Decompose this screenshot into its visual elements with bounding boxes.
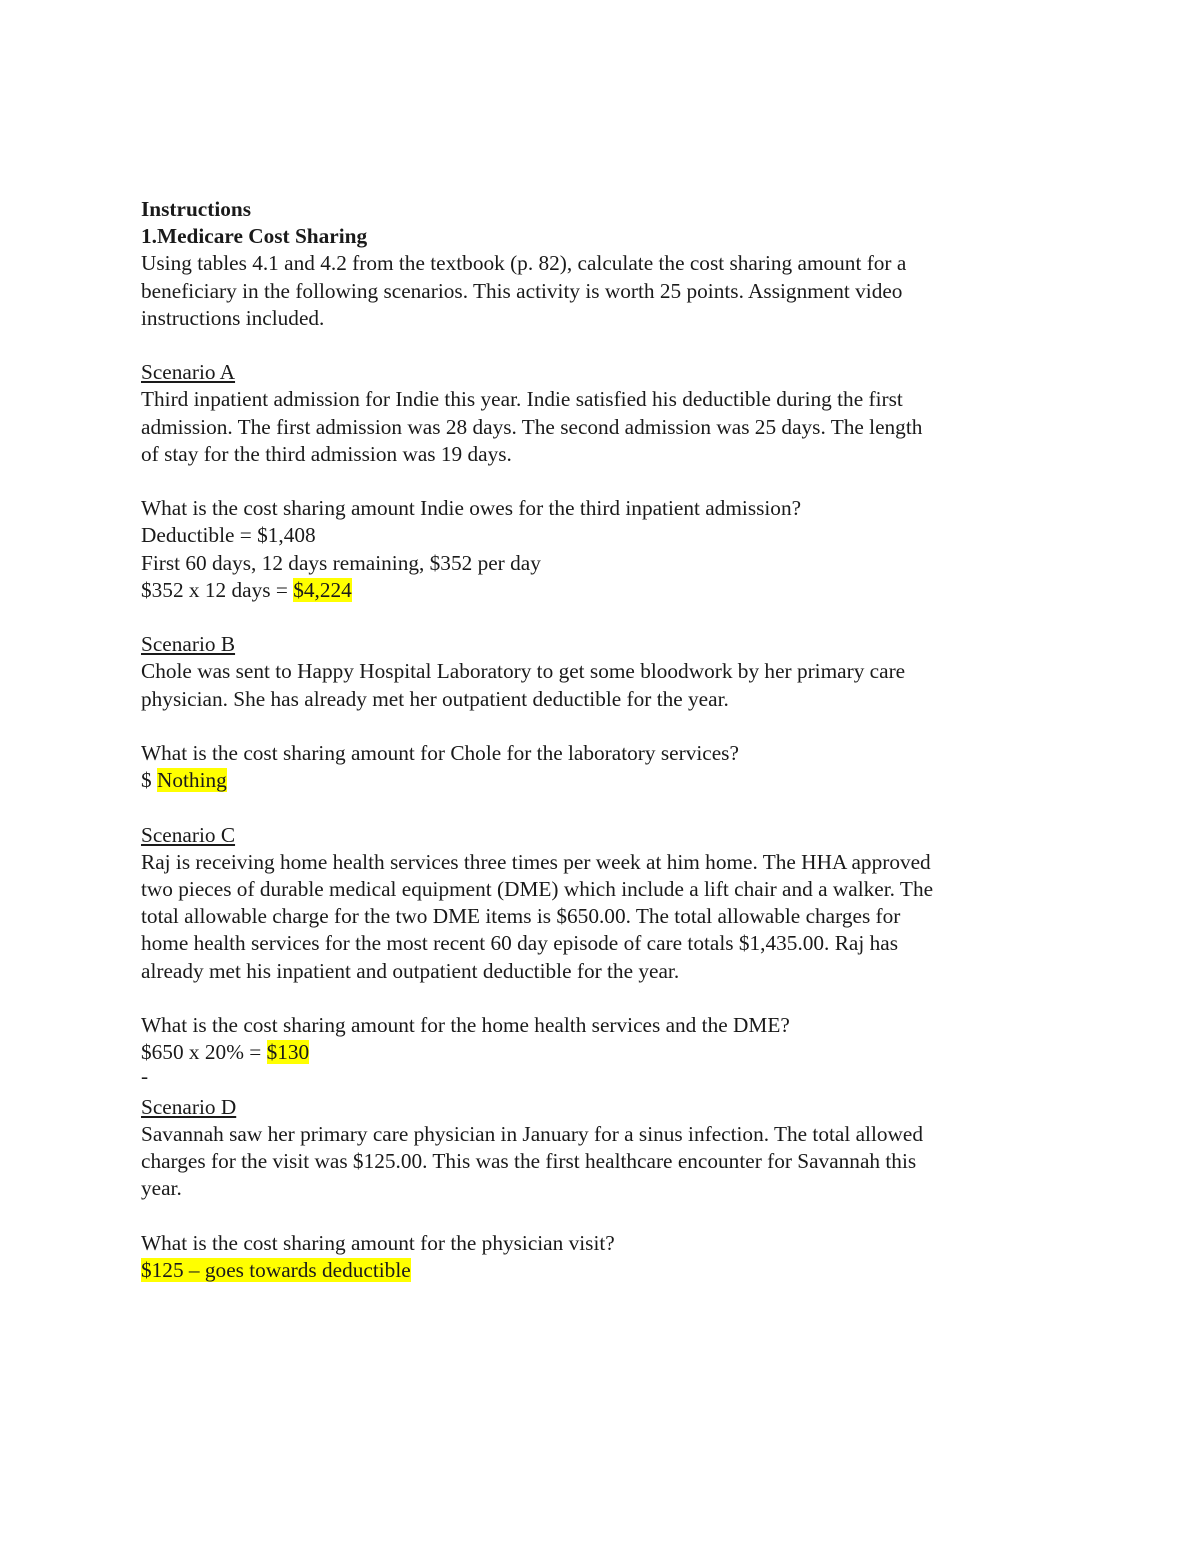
spacer bbox=[141, 332, 1071, 359]
scenario-c-body-line: two pieces of durable medical equipment (DME) which include a lift chair and a walker. The bbox=[141, 877, 934, 901]
spacer bbox=[141, 985, 1071, 1012]
scenario-c-title: Scenario C bbox=[141, 822, 236, 847]
scenario-a-body-line: of stay for the third admission was 19 days. bbox=[141, 441, 512, 466]
scenario-a-body-line: Third inpatient admission for Indie this year. Indie satisfied his deductible during the first bbox=[141, 387, 903, 412]
scenario-d-question: What is the cost sharing amount for the physician visit? bbox=[141, 1230, 615, 1255]
scenario-d-body-line: charges for the visit was $125.00. This was the first healthcare encounter for Savannah this bbox=[141, 1149, 917, 1173]
scenario-a-answer-line: $352 x 12 days = $4,224 bbox=[141, 577, 352, 602]
scenario-b-body-line: physician. She has already met her outpatient deductible for the year. bbox=[141, 686, 729, 711]
scenario-a-work-line: First 60 days, 12 days remaining, $352 per day bbox=[141, 550, 541, 575]
spacer bbox=[141, 713, 1071, 740]
scenario-b-title: Scenario B bbox=[141, 632, 236, 657]
scenario-c-body-line: Raj is receiving home health services three times per week at him home. The HHA approved bbox=[141, 849, 931, 874]
spacer bbox=[141, 604, 1071, 631]
spacer bbox=[141, 794, 1071, 821]
scenario-a-body-line: admission. The first admission was 28 days. The second admission was 25 days. The length bbox=[141, 414, 923, 439]
scenario-b-question: What is the cost sharing amount for Chole for the laboratory services? bbox=[141, 741, 739, 765]
section-title: 1.Medicare Cost Sharing bbox=[141, 224, 368, 249]
scenario-a-title: Scenario A bbox=[141, 360, 236, 385]
scenario-a-work-line: Deductible = $1,408 bbox=[141, 523, 316, 548]
scenario-c-answer-line: $650 x 20% = $130 bbox=[141, 1040, 310, 1065]
scenario-d-body-line: year. bbox=[141, 1176, 182, 1201]
scenario-c-question: What is the cost sharing amount for the home health services and the DME? bbox=[141, 1013, 790, 1037]
scenario-a-answer: $4,224 bbox=[293, 577, 352, 602]
intro-line: instructions included. bbox=[141, 305, 325, 330]
scenario-a-question: What is the cost sharing amount Indie owes for the third inpatient admission? bbox=[141, 496, 802, 521]
scenario-d-body-line: Savannah saw her primary care physician in January for a sinus infection. The total allowed bbox=[141, 1121, 924, 1146]
stray-dash: - bbox=[141, 1064, 149, 1089]
intro-line: Using tables 4.1 and 4.2 from the textbook (p. 82), calculate the cost sharing amount for a bbox=[141, 251, 907, 276]
scenario-d-title: Scenario D bbox=[141, 1094, 237, 1119]
scenario-c-body-line: already met his inpatient and outpatient deductible for the year. bbox=[141, 958, 680, 983]
scenario-c-body-line: total allowable charge for the two DME items is $650.00. The total allowable charges for bbox=[141, 904, 901, 929]
scenario-d-answer: $125 – goes towards deductible bbox=[141, 1257, 411, 1282]
scenario-d-answer-line bbox=[141, 1257, 1071, 1284]
intro-line: beneficiary in the following scenarios. This activity is worth 25 points. Assignment video bbox=[141, 278, 903, 303]
document-page bbox=[141, 196, 1071, 1284]
document-heading: Instructions bbox=[141, 197, 252, 221]
scenario-c-body-line: home health services for the most recent 60 day episode of care totals $1,435.00. Raj has bbox=[141, 931, 898, 956]
scenario-c-answer: $130 bbox=[266, 1040, 310, 1065]
spacer bbox=[141, 468, 1071, 495]
scenario-b-body-line: Chole was sent to Happy Hospital Laboratory to get some bloodwork by her primary care bbox=[141, 659, 906, 684]
scenario-b-answer: Nothing bbox=[156, 768, 227, 793]
scenario-b-answer-line: $ Nothing bbox=[141, 768, 227, 793]
spacer bbox=[141, 1202, 1071, 1229]
